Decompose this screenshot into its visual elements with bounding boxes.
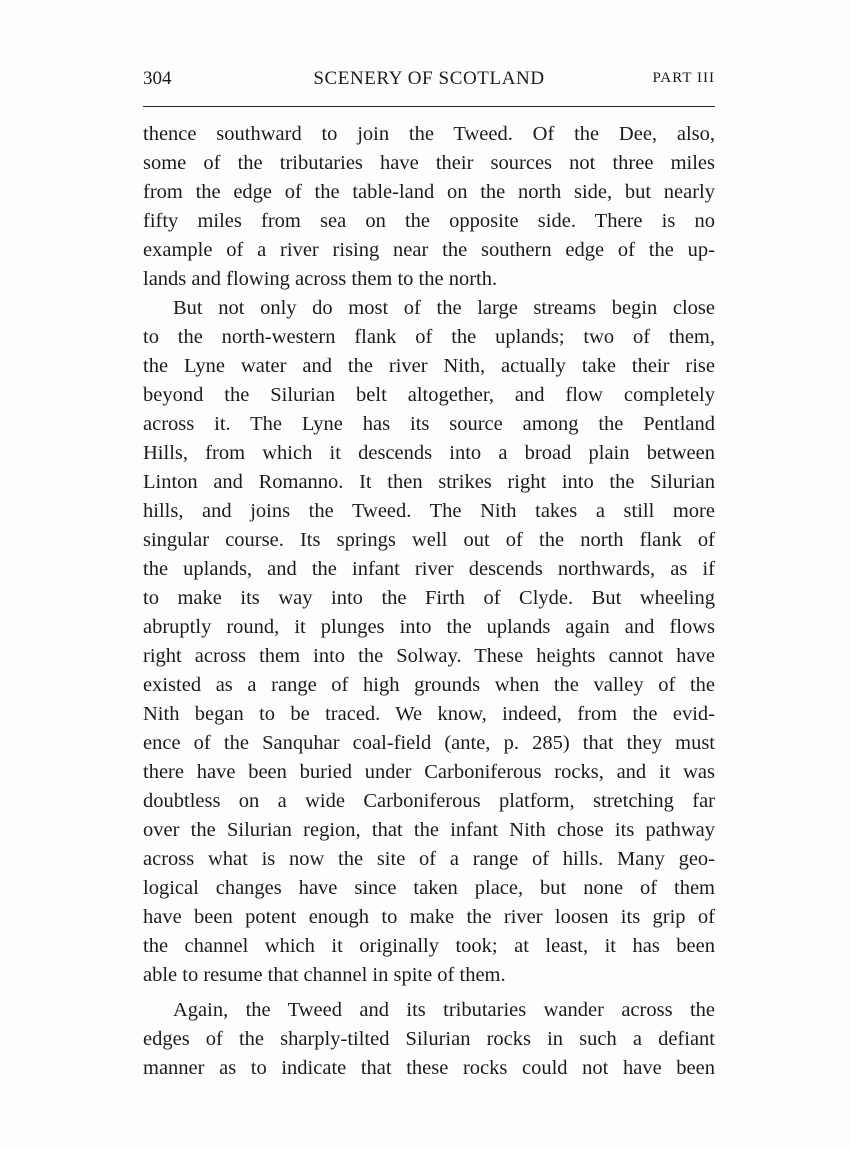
text-line: abruptly round, it plunges into the uplands again and flows <box>143 616 715 638</box>
text-line: fifty miles from sea on the opposite side. There is no <box>143 210 715 232</box>
text-line: example of a river rising near the southern edge of the up- <box>143 239 715 261</box>
text-line: lands and flowing across them to the north. <box>143 268 498 290</box>
text-line: right across them into the Solway. These heights cannot have <box>143 645 715 667</box>
body-text <box>143 120 715 1083</box>
running-title: SCENERY OF SCOTLAND <box>313 68 545 89</box>
text-line: Again, the Tweed and its tributaries wander across the <box>173 999 715 1021</box>
text-line: edges of the sharply-tilted Silurian rocks in such a defiant <box>143 1028 715 1050</box>
text-line: beyond the Silurian belt altogether, and flow completely <box>143 384 715 406</box>
paragraph <box>143 120 715 294</box>
part-label: PART III <box>652 70 715 86</box>
text-line: have been potent enough to make the river loosen its grip of <box>143 906 715 928</box>
header-rule <box>143 106 715 107</box>
text-line: to the north-western flank of the uplands; two of them, <box>143 326 715 348</box>
text-line: manner as to indicate that these rocks could not have been <box>143 1057 715 1079</box>
text-line: hills, and joins the Tweed. The Nith takes a still more <box>143 500 715 522</box>
text-line: some of the tributaries have their sources not three miles <box>143 152 715 174</box>
text-line: across it. The Lyne has its source among the Pentland <box>143 413 715 435</box>
text-line: singular course. Its springs well out of the north flank of <box>143 529 715 551</box>
text-line: Nith began to be traced. We know, indeed, from the evid- <box>143 703 715 725</box>
text-line: existed as a range of high grounds when the valley of the <box>143 674 715 696</box>
text-line: But not only do most of the large streams begin close <box>173 297 715 319</box>
text-line: the Lyne water and the river Nith, actually take their rise <box>143 355 715 377</box>
text-line: Hills, from which it descends into a broad plain between <box>143 442 715 464</box>
text-line: the uplands, and the infant river descends northwards, as if <box>143 558 715 580</box>
text-line: to make its way into the Firth of Clyde. But wheeling <box>143 587 715 609</box>
text-line: thence southward to join the Tweed. Of the Dee, also, <box>143 123 715 145</box>
running-head <box>143 68 715 98</box>
text-line: able to resume that channel in spite of them. <box>143 964 506 986</box>
paragraph <box>143 294 715 990</box>
text-line: Linton and Romanno. It then strikes right into the Silurian <box>143 471 715 493</box>
paragraph <box>143 996 715 1083</box>
text-line: across what is now the site of a range of hills. Many geo- <box>143 848 715 870</box>
text-line: ence of the Sanquhar coal-field (ante, p. 285) that they must <box>143 732 715 754</box>
text-line: from the edge of the table-land on the north side, but nearly <box>143 181 715 203</box>
text-line: doubtless on a wide Carboniferous platform, stretching far <box>143 790 715 812</box>
text-line: logical changes have since taken place, but none of them <box>143 877 715 899</box>
text-line: over the Silurian region, that the infant Nith chose its pathway <box>143 819 715 841</box>
text-line: the channel which it originally took; at least, it has been <box>143 935 715 957</box>
text-line: there have been buried under Carboniferous rocks, and it was <box>143 761 715 783</box>
page-number: 304 <box>143 68 172 89</box>
